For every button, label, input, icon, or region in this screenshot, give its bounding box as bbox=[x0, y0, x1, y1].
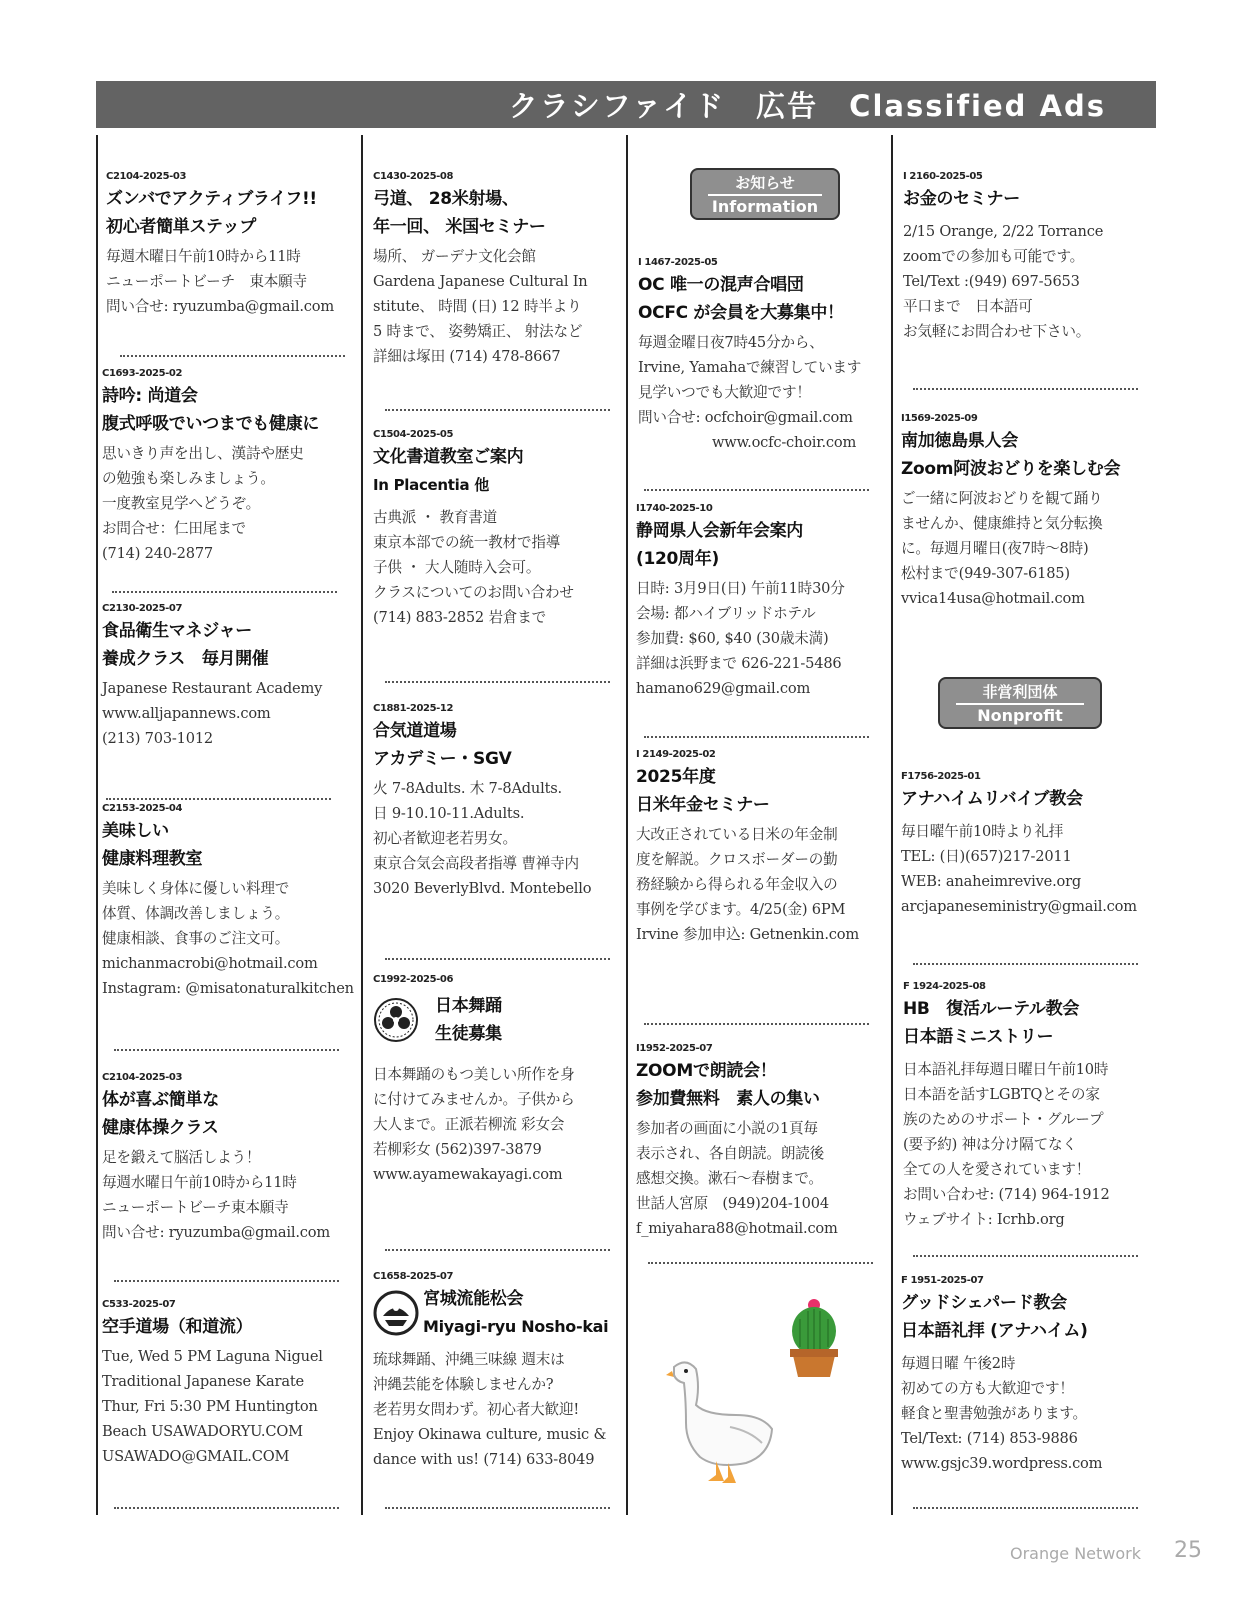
ad-title: 日本舞踊 生徒募集 bbox=[435, 996, 502, 1044]
ad-title: 体が喜ぶ簡単な 健康体操クラス bbox=[102, 1090, 219, 1138]
ad-title: グッドシェパード教会 日本語礼拝 (アナハイム) bbox=[901, 1293, 1088, 1341]
ad-code: C2153-2025-04 bbox=[102, 803, 183, 814]
ad-title: 文化書道教室ご案内 In Placentia 他 bbox=[373, 447, 524, 494]
ad-title-row bbox=[373, 992, 635, 1048]
column-3 bbox=[626, 135, 881, 1515]
ad-c1992-nihon-buyo bbox=[373, 972, 635, 1187]
ad-title: 合気道道場 アカデミー・SGV bbox=[373, 721, 512, 769]
ad-title: HB 復活ルーテル教会 日本語ミニストリー bbox=[903, 999, 1080, 1047]
ad-i1569-tokushima bbox=[901, 411, 1163, 611]
dotted-separator bbox=[913, 1507, 1138, 1509]
information-tag: お知らせ Information bbox=[690, 168, 840, 220]
ad-c533-karate bbox=[102, 1297, 364, 1469]
ad-code: F1756-2025-01 bbox=[901, 771, 981, 782]
ad-body: 火 7-8Adults. 木 7-8Adults. 日 9-10.10-11.Adults. 初心者歓迎老若男女。 東京合気会高段者指導 曹禅寺内 3020 BeverlyBlvd. Montebello bbox=[373, 780, 592, 897]
ad-body: 毎週金曜日夜7時45分から、 Irvine, Yamahaで練習しています 見学いつでも大歓迎です！ 問い合せ: ocfchoir@gmail.com www.ocfc-choir.com bbox=[638, 334, 862, 451]
dotted-separator bbox=[106, 798, 331, 800]
ad-title: ZOOMで朗読会！ 参加費無料 素人の集い bbox=[636, 1061, 820, 1109]
kamon-crest-icon bbox=[373, 997, 419, 1043]
ad-c1504-shodo bbox=[373, 427, 635, 630]
ad-body: 日本舞踊のもつ美しい所作を身 に付けてみませんか。子供から 大人まで。正派若柳流 彩女会 若柳彩女 (562)397-3879 www.ayamewakayagi.com bbox=[373, 1066, 575, 1183]
ad-body: 毎週日曜 午後2時 初めての方も大歓迎です！ 軽食と聖書勉強があります。 Tel/Text: (714) 853-9886 www.gsjc39.wordpress.com bbox=[901, 1355, 1103, 1472]
ad-i1952-reading bbox=[636, 1041, 898, 1241]
ad-body: 大改正されている日米の年金制 度を解説。クロスボーダーの勤 務経験から得られる年金収入の 事例を学びます。4/25(金) 6PM Irvine 参加申込: Getnenkin.com bbox=[636, 826, 859, 943]
dotted-separator bbox=[385, 1507, 610, 1509]
ad-f1924-hb-lutheran bbox=[903, 979, 1165, 1232]
ad-code: I1952-2025-07 bbox=[636, 1043, 713, 1054]
miyagi-crest-icon bbox=[373, 1290, 419, 1336]
ad-code: C1881-2025-12 bbox=[373, 703, 454, 714]
ad-title-row bbox=[373, 1285, 635, 1341]
ad-code: I1569-2025-09 bbox=[901, 413, 978, 424]
page-banner bbox=[96, 81, 1156, 128]
ad-code: I1740-2025-10 bbox=[636, 503, 713, 514]
ad-title: 詩吟: 尚道会 腹式呼吸でいつまでも健康に bbox=[102, 386, 320, 434]
dotted-separator bbox=[913, 1255, 1138, 1257]
ad-body: 美味しく身体に優しい料理で 体質、体調改善しましょう。 健康相談、食事のご注文可。 michanmacrobi@hotmail.com Instagram: @misatonaturalkitchen bbox=[102, 880, 354, 997]
ad-title: お金のセミナー bbox=[903, 189, 1020, 209]
nonprofit-tag: 非営利団体 Nonprofit bbox=[938, 677, 1102, 729]
ad-title: OC 唯一の混声合唱団 OCFC が会員を大募集中！ bbox=[638, 275, 844, 323]
ad-body: 古典派 ・ 教育書道 東京本部での統一教材で指導 子供 ・ 大人随時入会可。 クラスについてのお問い合わせ (714) 883-2852 岩倉まで bbox=[373, 509, 574, 626]
ad-c2104-zumba bbox=[106, 169, 368, 319]
ad-body: 参加者の画面に小説の1頁毎 表示され、各自朗読。朗読後 感想交換。漱石～春樹まで。 世話人宮原 (949)204-1004 f_miyahara88@hotmail.com bbox=[636, 1120, 838, 1237]
column-4 bbox=[891, 135, 1146, 1515]
ad-code: I 2160-2025-05 bbox=[903, 171, 983, 182]
ad-title: 2025年度 日米年金セミナー bbox=[636, 767, 770, 815]
ad-code: I 1467-2025-05 bbox=[638, 257, 718, 268]
ad-title: 南加徳島県人会 Zoom阿波おどりを楽しむ会 bbox=[901, 431, 1121, 479]
ad-code: C533-2025-07 bbox=[102, 1299, 176, 1310]
dotted-separator bbox=[385, 958, 610, 960]
ad-title: 宮城流能松会 Miyagi-ryu Nosho-kai bbox=[423, 1289, 609, 1336]
column-1 bbox=[96, 135, 354, 1515]
ad-body: Tue, Wed 5 PM Laguna Niguel Traditional Japanese Karate Thur, Fri 5:30 PM Huntington Beach USAWADORYU.COM USAWADO@GMAIL.COM bbox=[102, 1348, 323, 1465]
ad-body: 毎日曜午前10時より礼拝 TEL: (日)(657)217-2011 WEB: anaheimrevive.org arcjapaneseministry@gmail.com bbox=[901, 823, 1137, 915]
dotted-separator bbox=[644, 489, 869, 491]
ad-i2160-money bbox=[903, 169, 1165, 344]
ad-body: 毎週木曜日午前10時から11時 ニューポートビーチ 東本願寺 問い合せ: ryuzumba@gmail.com bbox=[106, 248, 334, 315]
ad-body: 足を鍛えて脳活しよう！ 毎週水曜日午前10時から11時 ニューポートビーチ東本願寺 問い合せ: ryuzumba@gmail.com bbox=[102, 1149, 330, 1241]
ad-title: 食品衛生マネジャー 養成クラス 毎月開催 bbox=[102, 621, 269, 669]
ad-code: C1430-2025-08 bbox=[373, 171, 454, 182]
ad-c2130-food-safety bbox=[102, 601, 364, 751]
ad-title: 弓道、 28米射場、 年一回、 米国セミナー bbox=[373, 189, 546, 237]
ad-code: C1658-2025-07 bbox=[373, 1271, 454, 1282]
dotted-separator bbox=[913, 963, 1138, 965]
ad-body: 場所、 ガーデナ文化会館 Gardena Japanese Cultural In stitute、 時間 (日) 12 時半より 5 時まで、 姿勢矯正、 射法など 詳細は塚田 (714) 478-8667 bbox=[373, 248, 588, 365]
column-2 bbox=[361, 135, 616, 1515]
dotted-separator bbox=[644, 736, 869, 738]
ad-c1658-miyagi-ryu bbox=[373, 1269, 635, 1472]
ad-title: アナハイムリバイブ教会 bbox=[901, 789, 1083, 809]
ad-body: 2/15 Orange, 2/22 Torrance zoomでの参加も可能です。 Tel/Text :(949) 697-5653 平口まで 日本語可 お気軽にお問合わせ下さい。 bbox=[903, 223, 1104, 340]
ad-i1467-ocfc bbox=[638, 255, 900, 455]
ad-c1430-kyudo bbox=[373, 169, 635, 369]
ad-f1756-anaheim-revive bbox=[901, 769, 1163, 919]
ad-code: C1693-2025-02 bbox=[102, 368, 183, 379]
ad-c2153-cooking bbox=[102, 801, 364, 1001]
dotted-separator bbox=[112, 591, 337, 593]
ad-title: 空手道場（和道流） bbox=[102, 1317, 253, 1337]
ad-f1951-good-shepherd bbox=[901, 1273, 1163, 1476]
ad-i2149-pension bbox=[636, 747, 898, 947]
ad-body: 日時: 3月9日(日) 午前11時30分 会場: 都ハイブリッドホテル 参加費: $60, $40 (30歳未満) 詳細は浜野まで 626-221-5486 hamano629@gmail.com bbox=[636, 580, 845, 697]
ad-title: ズンバでアクティブライフ!! 初心者簡単ステップ bbox=[106, 189, 317, 237]
dotted-separator bbox=[114, 1049, 339, 1051]
ad-title: 美味しい 健康料理教室 bbox=[102, 821, 203, 869]
goose-illustration bbox=[666, 1357, 776, 1487]
ad-c2104-exercise bbox=[102, 1070, 364, 1245]
ad-body: ご一緒に阿波おどりを観て踊り ませんか、健康維持と気分転換 に。毎週月曜日(夜7時～8時) 松村まで(949-307-6185) vvica14usa@hotmail.com bbox=[901, 490, 1103, 607]
ad-code: I 2149-2025-02 bbox=[636, 749, 716, 760]
dotted-separator bbox=[120, 355, 345, 357]
page-title: クラシファイド 広告 Classified Ads bbox=[508, 89, 1106, 123]
ad-code: C1504-2025-05 bbox=[373, 429, 454, 440]
page-number: 25 bbox=[1174, 1538, 1202, 1563]
cactus-illustration bbox=[788, 1297, 840, 1379]
ad-code: C2104-2025-03 bbox=[102, 1072, 183, 1083]
ad-body: Japanese Restaurant Academy www.alljapannews.com (213) 703-1012 bbox=[102, 680, 323, 747]
ad-c1693-shigin bbox=[102, 366, 364, 566]
ad-c1881-aikido bbox=[373, 701, 635, 901]
ad-body: 思いきり声を出し、漢詩や歴史 の勉強も楽しみましょう。 一度教室見学へどうぞ。 お問合せ：仁田尾まで (714) 240-2877 bbox=[102, 445, 304, 562]
dotted-separator bbox=[385, 1249, 610, 1251]
ad-i1740-shizuoka bbox=[636, 501, 898, 701]
dotted-separator bbox=[114, 1280, 339, 1282]
ad-code: C2130-2025-07 bbox=[102, 603, 183, 614]
ad-code: F 1924-2025-08 bbox=[903, 981, 986, 992]
ad-code: F 1951-2025-07 bbox=[901, 1275, 984, 1286]
publication-name: Orange Network bbox=[1010, 1544, 1142, 1563]
dotted-separator bbox=[644, 1023, 869, 1025]
ad-code: C2104-2025-03 bbox=[106, 171, 187, 182]
dotted-separator bbox=[114, 1507, 339, 1509]
dotted-separator bbox=[648, 1262, 873, 1264]
dotted-separator bbox=[385, 409, 610, 411]
ad-code: C1992-2025-06 bbox=[373, 974, 454, 985]
ad-title: 静岡県人会新年会案内 (120周年) bbox=[636, 521, 803, 569]
ad-body: 日本語礼拝毎週日曜日午前10時 日本語を話すLGBTQとその家 族のためのサポート・グループ (要予約) 神は分け隔てなく 全ての人を愛されています！ お問い合わせ: (714) 964-1912 ウェブサイト: Icrhb.org bbox=[903, 1061, 1110, 1228]
ad-body: 琉球舞踊、沖縄三味線 週末は 沖縄芸能を体験しませんか? 老若男女問わず。初心者大歓迎! Enjoy Okinawa culture, music & dance with us! (714) 633-8049 bbox=[373, 1351, 607, 1468]
dotted-separator bbox=[913, 388, 1138, 390]
dotted-separator bbox=[385, 681, 610, 683]
